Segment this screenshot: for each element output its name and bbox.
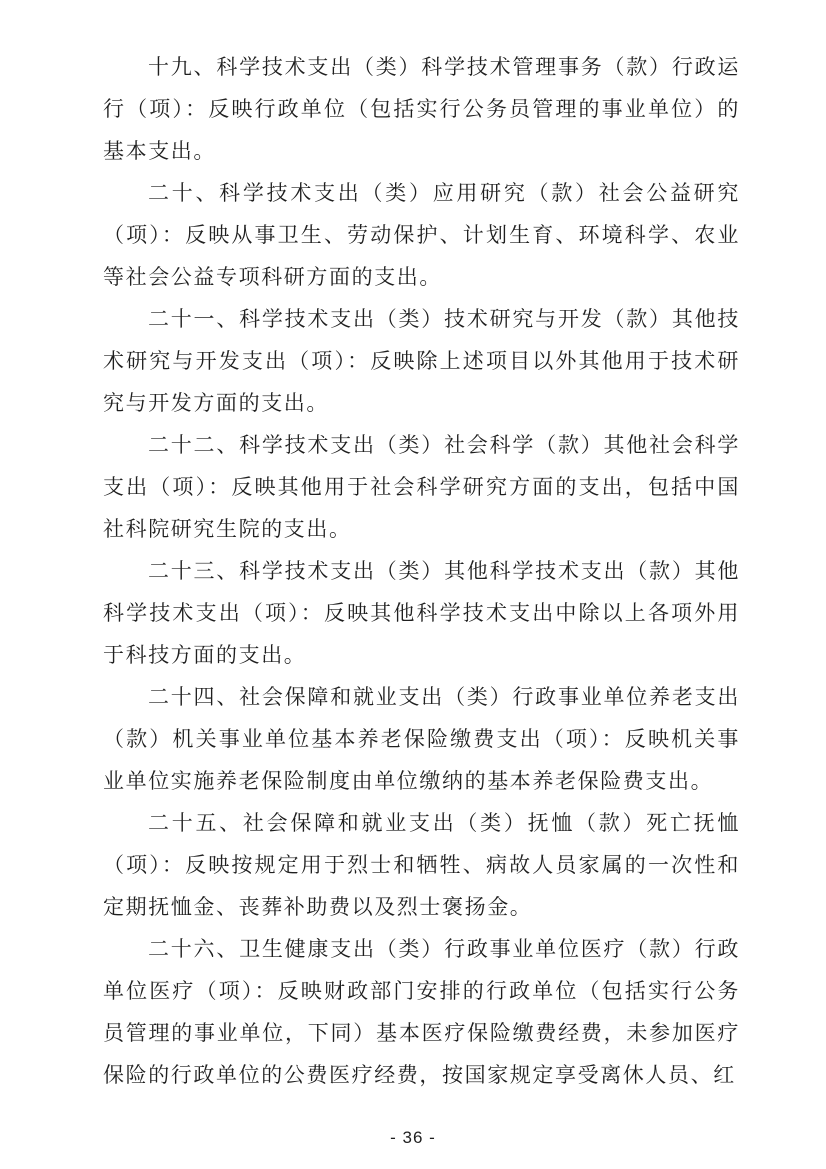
document-body xyxy=(103,46,740,1096)
paragraph-item-24: 二十四、社会保障和就业支出（类）行政事业单位养老支出（款）机关事业单位基本养老保险缴费支出（项）：反映机关事业单位实施养老保险制度由单位缴纳的基本养老保险费支出。 xyxy=(103,685,740,793)
paragraph-item-21: 二十一、科学技术支出（类）技术研究与开发（款）其他技术研究与开发支出（项）：反映除上述项目以外其他用于技术研究与开发方面的支出。 xyxy=(103,307,740,415)
paragraph-item-23: 二十三、科学技术支出（类）其他科学技术支出（款）其他科学技术支出（项）：反映其他科学技术支出中除以上各项外用于科技方面的支出。 xyxy=(103,559,740,667)
paragraph-item-22: 二十二、科学技术支出（类）社会科学（款）其他社会科学支出（项）：反映其他用于社会科学研究方面的支出，包括中国社科院研究生院的支出。 xyxy=(103,433,740,541)
paragraph-item-20: 二十、科学技术支出（类）应用研究（款）社会公益研究（项）：反映从事卫生、劳动保护、计划生育、环境科学、农业等社会公益专项科研方面的支出。 xyxy=(103,181,740,289)
paragraph-item-19: 十九、科学技术支出（类）科学技术管理事务（款）行政运行（项）：反映行政单位（包括实行公务员管理的事业单位）的基本支出。 xyxy=(103,55,740,163)
paragraph-item-26: 二十六、卫生健康支出（类）行政事业单位医疗（款）行政单位医疗（项）：反映财政部门安排的行政单位（包括实行公务员管理的事业单位，下同）基本医疗保险缴费经费，未参加医疗保险的行政单位的公费医疗经费，按国家规定享受离休人员、红 xyxy=(103,937,740,1087)
page-number: - 36 - xyxy=(390,1128,436,1147)
paragraph-item-25: 二十五、社会保障和就业支出（类）抚恤（款）死亡抚恤（项）：反映按规定用于烈士和牺牲、病故人员家属的一次性和定期抚恤金、丧葬补助费以及烈士褒扬金。 xyxy=(103,811,740,919)
